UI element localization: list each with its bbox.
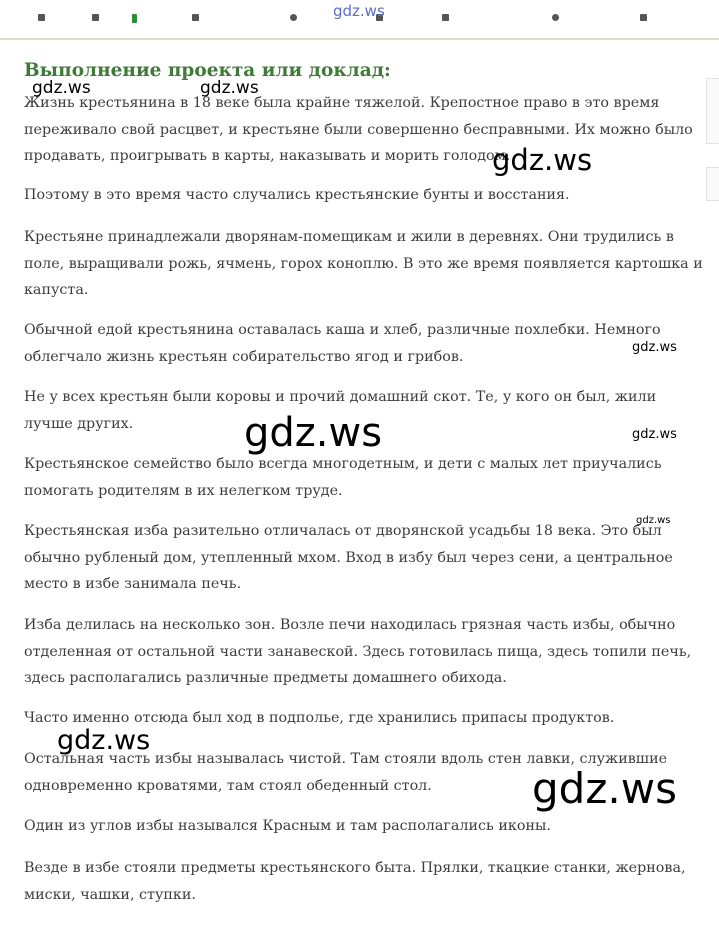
paragraph: Не у всех крестьян были коровы и прочий домашний скот. Те, у кого он был, жили лучше других. xyxy=(24,389,657,432)
nav-icon[interactable] xyxy=(640,14,647,21)
nav-icon[interactable] xyxy=(442,14,449,21)
paragraph: Крестьянское семейство было всегда многодетным, и дети с малых лет приучались помогать родителям в их нелегком труде. xyxy=(24,456,662,499)
watermark: gdz.ws xyxy=(532,764,677,813)
dot-icon[interactable] xyxy=(290,14,297,21)
watermark: gdz.ws xyxy=(57,725,151,756)
nav-icon[interactable] xyxy=(192,14,199,21)
paragraph: Жизнь крестьянина в 18 веке была крайне тяжелой. Крепостное право в это время переживало свой расцвет, и крестьяне были совершенно бесправными. Их можно было продавать, проигрывать в карты, наказывать и морить голодом. xyxy=(24,95,693,164)
paragraph: Часто именно отсюда был ход в подполье, где хранились припасы продуктов. xyxy=(24,710,615,726)
watermark: gdz.ws xyxy=(200,78,259,98)
top-navigation-bar xyxy=(0,0,719,40)
side-tab[interactable] xyxy=(706,167,719,201)
watermark: gdz.ws xyxy=(333,2,385,20)
paragraph: Изба делилась на несколько зон. Возле печи находилась грязная часть избы, обычно отделенная от остальной части занавеской. Здесь готовилась пища, здесь топили печь, здесь располагались различные предметы домашнего обихода. xyxy=(24,617,692,686)
paragraph: Везде в избе стояли предметы крестьянского быта. Прялки, ткацкие станки, жернова, миски, чашки, ступки. xyxy=(24,860,686,903)
watermark: gdz.ws xyxy=(632,427,677,442)
paragraph: Поэтому в это время часто случались крестьянские бунты и восстания. xyxy=(24,187,570,203)
dot-icon[interactable] xyxy=(552,14,559,21)
paragraph: Крестьянская изба разительно отличалась от дворянской усадьбы 18 века. Это был обычно рубленый дом, утепленный мхом. Вход в избу был через сени, а центральное место в избе занимала печь. xyxy=(24,523,673,592)
nav-icon[interactable] xyxy=(92,14,99,21)
watermark: gdz.ws xyxy=(632,340,677,355)
menu-icon[interactable] xyxy=(38,14,45,21)
watermark: gdz.ws xyxy=(244,410,383,456)
paragraph: Крестьяне принадлежали дворянам-помещикам и жили в деревнях. Они трудились в поле, выращивали рожь, ячмень, горох коноплю. В это же время появляется картошка и капуста. xyxy=(24,229,703,298)
watermark: gdz.ws xyxy=(636,515,671,526)
paragraph: Обычной едой крестьянина оставалась каша и хлеб, различные похлебки. Немного облегчало жизнь крестьян собирательство ягод и грибов. xyxy=(24,322,661,365)
paragraph: Остальная часть избы называлась чистой. Там стояли вдоль стен лавки, служившие одновременно кроватями, там стоял обеденный стол. xyxy=(24,751,668,794)
watermark: gdz.ws xyxy=(492,143,593,177)
watermark: gdz.ws xyxy=(32,78,91,98)
section-heading: Выполнение проекта или доклад: xyxy=(24,60,391,81)
paragraph: Один из углов избы назывался Красным и там располагались иконы. xyxy=(24,818,551,834)
side-tab[interactable] xyxy=(706,78,719,144)
green-marker-icon[interactable] xyxy=(132,14,137,23)
